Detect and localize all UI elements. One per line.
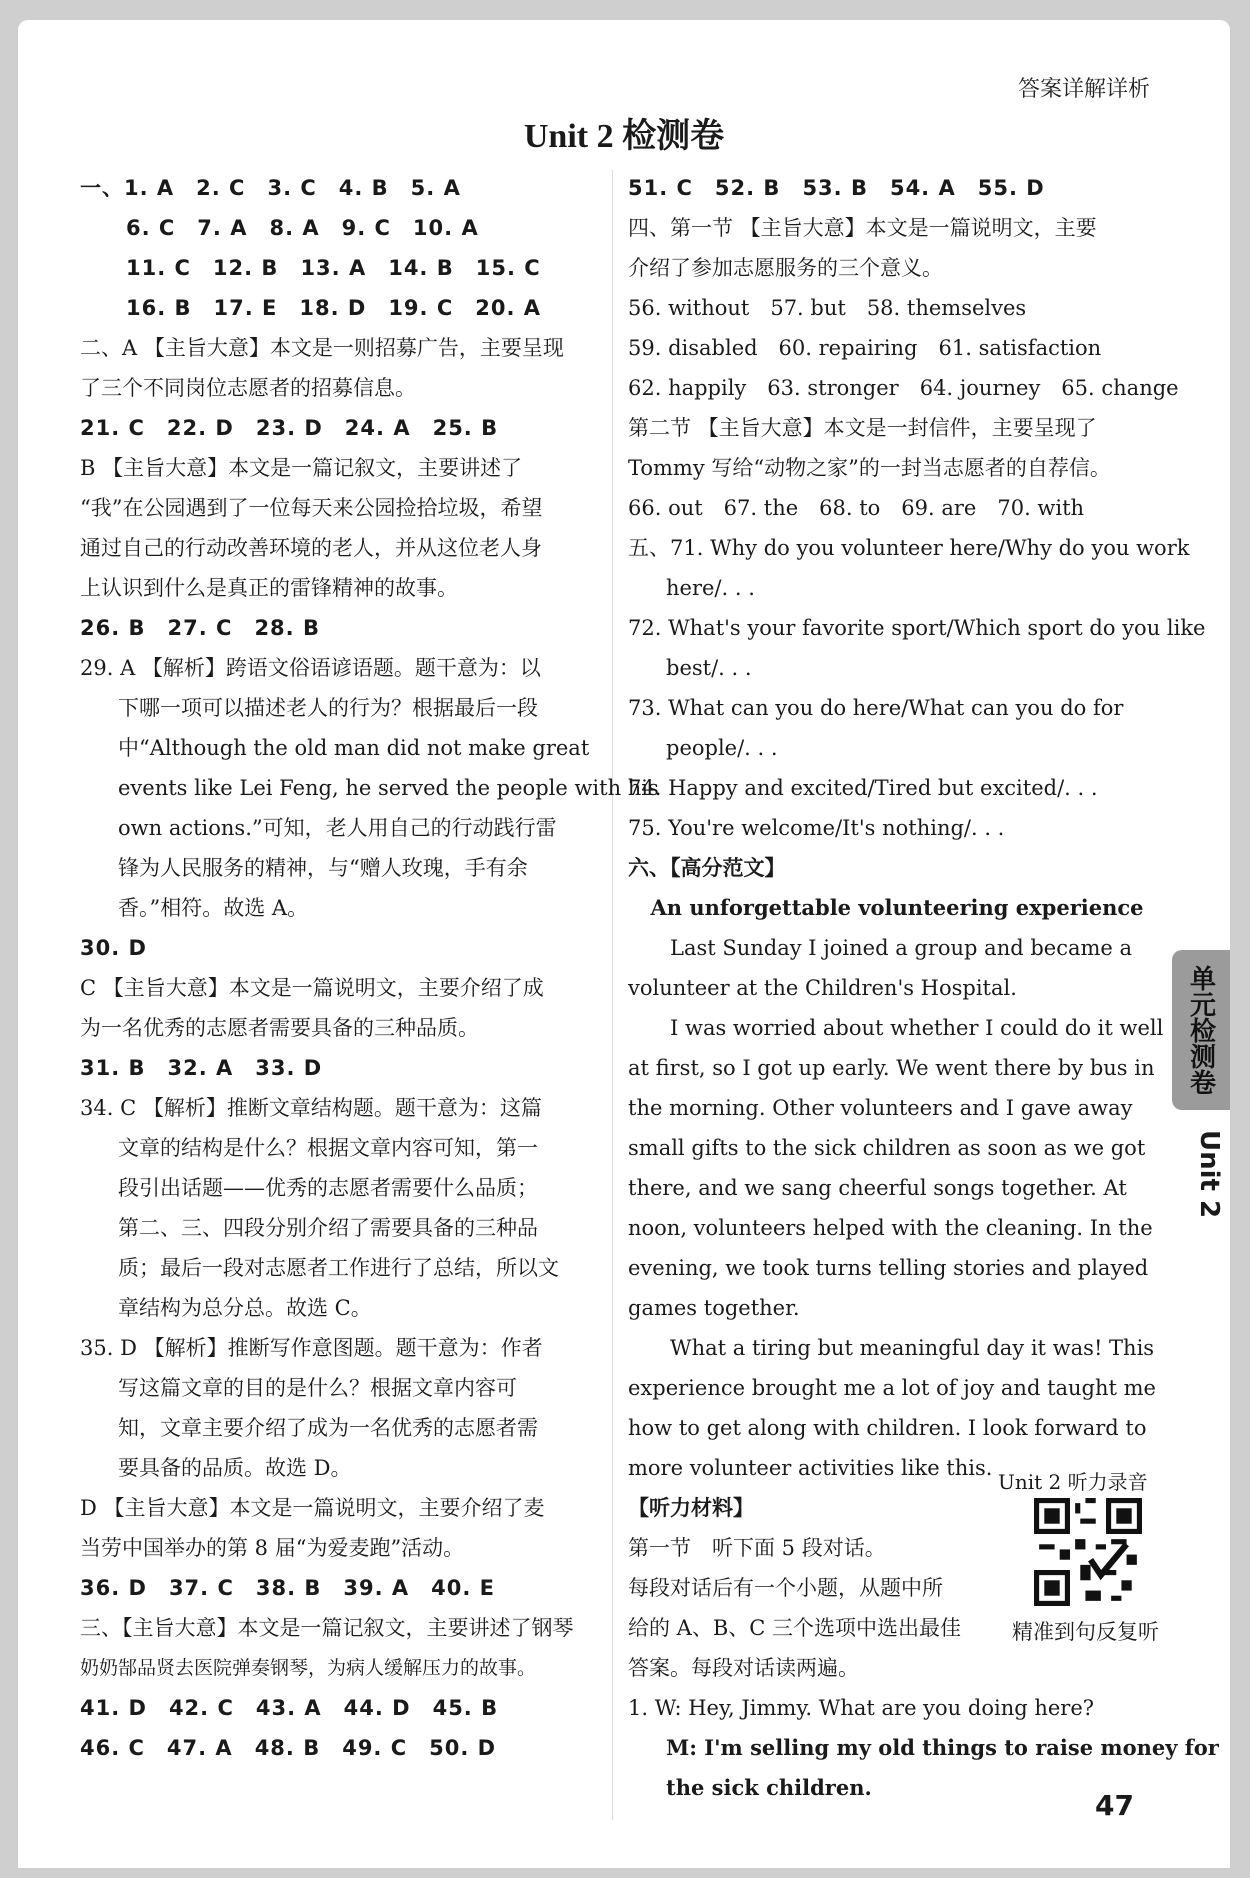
- section-heading: 【听力材料】: [628, 1495, 754, 1520]
- sidebar-unit-label: Unit 2: [1194, 1130, 1224, 1219]
- answer-line: 62. happily 63. stronger 64. journey 65. change: [628, 376, 1179, 400]
- essay-title: An unforgettable volunteering experience: [650, 895, 1144, 920]
- text-line: 第二节 【主旨大意】本文是一封信件，主要呈现了: [628, 416, 1097, 440]
- text-line: 中“Although the old man did not make great: [118, 736, 590, 760]
- left-column: [80, 168, 659, 1768]
- text-line: 知，文章主要介绍了成为一名优秀的志愿者需: [118, 1416, 538, 1440]
- text-line: 二、A 【主旨大意】本文是一则招募广告，主要呈现: [80, 336, 564, 360]
- answer-line: 73. What can you do here/What can you do for: [628, 696, 1124, 720]
- text-line: C 【主旨大意】本文是一篇说明文，主要介绍了成: [80, 976, 544, 1000]
- text-line: 香。”相符。故选 A。: [118, 896, 309, 920]
- answer-line: 74. Happy and excited/Tired but excited/. . .: [628, 776, 1098, 800]
- text-line: the sick children.: [666, 1775, 872, 1800]
- text-line: 锋为人民服务的精神，与“赠人玫瑰，手有余: [118, 856, 528, 880]
- text-line: 要具备的品质。故选 D。: [118, 1456, 352, 1480]
- answer-line: 11. C 12. B 13. A 14. B 15. C: [126, 256, 541, 280]
- answer-line: best/. . .: [666, 656, 752, 680]
- sidebar-tab: 单元检测卷: [1172, 950, 1230, 1110]
- text-line: B 【主旨大意】本文是一篇记叙文，主要讲述了: [80, 456, 523, 480]
- column-divider: [612, 170, 613, 1820]
- text-line: 介绍了参加志愿服务的三个意义。: [628, 256, 943, 280]
- text-line: 第一节 听下面 5 段对话。: [628, 1536, 886, 1560]
- text-line: 下哪一项可以描述老人的行为？根据最后一段: [118, 696, 538, 720]
- text-line: 29. A 【解析】跨语文俗语谚语题。题干意为：以: [80, 656, 541, 680]
- page-number: 47: [1095, 1789, 1134, 1822]
- text-line: 1. W: Hey, Jimmy. What are you doing here?: [628, 1696, 1095, 1720]
- page: [18, 20, 1230, 1868]
- text-line: 三、【主旨大意】本文是一篇记叙文，主要讲述了钢琴: [80, 1616, 574, 1640]
- text-line: 答案。每段对话读两遍。: [628, 1656, 859, 1680]
- answer-line: 75. You're welcome/It's nothing/. . .: [628, 816, 1005, 840]
- text-line: 奶奶郜品贤去医院弹奏钢琴，为病人缓解压力的故事。: [80, 1657, 537, 1679]
- qr-code-icon[interactable]: [1034, 1498, 1142, 1606]
- answer-line: 41. D 42. C 43. A 44. D 45. B: [80, 1696, 499, 1720]
- text-line: 每段对话后有一个小题，从题中所: [628, 1576, 943, 1600]
- text-line: own actions.”可知，老人用自己的行动践行雷: [118, 816, 557, 840]
- qr-caption: 精准到句反复听: [1012, 1620, 1159, 1644]
- text-line: “我”在公园遇到了一位每天来公园捡拾垃圾，希望: [80, 496, 543, 520]
- text-line: 四、第一节 【主旨大意】本文是一篇说明文，主要: [628, 216, 1097, 240]
- answer-line: 36. D 37. C 38. B 39. A 40. E: [80, 1576, 496, 1600]
- answer-line: people/. . .: [666, 736, 778, 760]
- text-line: 文章的结构是什么？根据文章内容可知，第一: [118, 1136, 538, 1160]
- essay-paragraph: Last Sunday I joined a group and became a volunteer at the Children's Hospital.: [628, 936, 1133, 1000]
- answer-line: 46. C 47. A 48. B 49. C 50. D: [80, 1736, 497, 1760]
- text-line: 章结构为总分总。故选 C。: [118, 1296, 372, 1320]
- text-line: 质；最后一段对志愿者工作进行了总结，所以文: [118, 1256, 559, 1280]
- answer-line: 51. C 52. B 53. B 54. A 55. D: [628, 176, 1045, 200]
- answer-line: 56. without 57. but 58. themselves: [628, 296, 1027, 320]
- text-line: 给的 A、B、C 三个选项中选出最佳: [628, 1616, 962, 1640]
- answer-line: 6. C 7. A 8. A 9. C 10. A: [126, 216, 479, 240]
- text-line: 了三个不同岗位志愿者的招募信息。: [80, 376, 416, 400]
- answer-line: 26. B 27. C 28. B: [80, 616, 320, 640]
- text-line: 段引出话题——优秀的志愿者需要什么品质；: [118, 1176, 538, 1200]
- text-line: 35. D 【解析】推断写作意图题。题干意为：作者: [80, 1336, 543, 1360]
- answer-line: here/. . .: [666, 576, 755, 600]
- text-line: 34. C 【解析】推断文章结构题。题干意为：这篇: [80, 1096, 542, 1120]
- text-line: 为一名优秀的志愿者需要具备的三种品质。: [80, 1016, 479, 1040]
- text-line: 第二、三、四段分别介绍了需要具备的三种品: [118, 1216, 538, 1240]
- answer-line: 31. B 32. A 33. D: [80, 1056, 323, 1080]
- essay-paragraph: I was worried about whether I could do it well at first, so I got up early. We went there by bus in the morning. Other volunteers and I gave away small gifts to the sick children as soon as we got there, and we sang cheerful songs together. At noon, volunteers helped with the cleaning. In the evening, we took turns telling stories and played games together.: [628, 1016, 1164, 1320]
- page-title: Unit 2 检测卷: [523, 118, 725, 155]
- qr-label: Unit 2 听力录音: [998, 1470, 1148, 1494]
- text-line: 写这篇文章的目的是什么？根据文章内容可: [118, 1376, 517, 1400]
- answer-line: 一、1. A 2. C 3. C 4. B 5. A: [80, 176, 461, 200]
- answer-line: 21. C 22. D 23. D 24. A 25. B: [80, 416, 499, 440]
- text-line: D 【主旨大意】本文是一篇说明文，主要介绍了麦: [80, 1496, 545, 1520]
- answer-line: 16. B 17. E 18. D 19. C 20. A: [126, 296, 542, 320]
- text-line: events like Lei Feng, he served the people with his: [118, 776, 659, 800]
- text-line: 通过自己的行动改善环境的老人，并从这位老人身: [80, 536, 542, 560]
- header-label: 答案详解详析: [1017, 77, 1150, 102]
- answer-line: 59. disabled 60. repairing 61. satisfaction: [628, 336, 1102, 360]
- essay-paragraph: What a tiring but meaningful day it was! This experience brought me a lot of joy and taught me how to get along with children. I look forward to more volunteer activities like this.: [628, 1336, 1156, 1480]
- section-heading: 六、【高分范文】: [628, 855, 786, 880]
- answer-line: 30. D: [80, 936, 147, 960]
- text-line: Tommy 写给“动物之家”的一封当志愿者的自荐信。: [628, 456, 1111, 480]
- text-line: M: I'm selling my old things to raise money for: [666, 1735, 1219, 1760]
- answer-line: 72. What's your favorite sport/Which sport do you like: [628, 616, 1206, 640]
- answer-line: 五、71. Why do you volunteer here/Why do you work: [628, 536, 1190, 560]
- text-line: 上认识到什么是真正的雷锋精神的故事。: [80, 576, 458, 600]
- text-line: 当劳中国举办的第 8 届“为爱麦跑”活动。: [80, 1536, 465, 1560]
- answer-line: 66. out 67. the 68. to 69. are 70. with: [628, 496, 1085, 520]
